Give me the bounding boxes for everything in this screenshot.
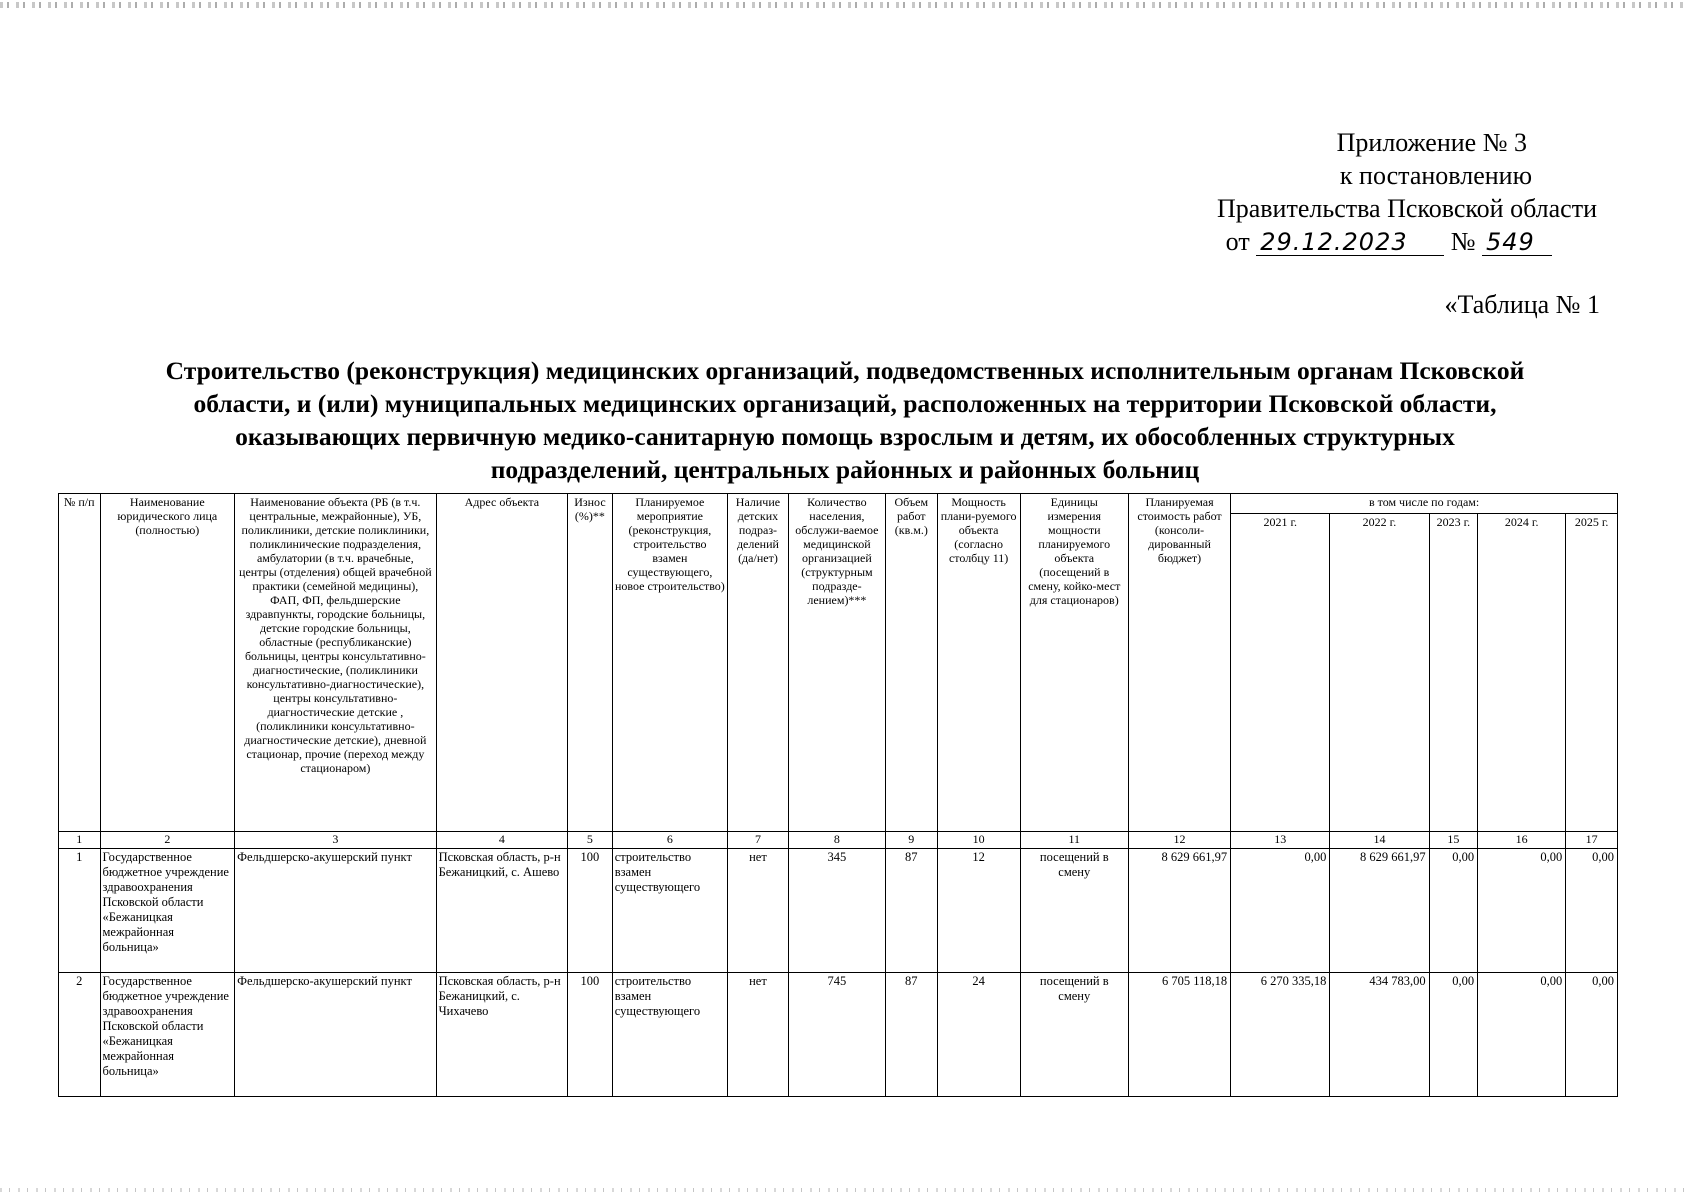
appendix-line-3: Правительства Псковской области <box>1216 194 1597 223</box>
appendix-line-1: Приложение № 3 <box>1336 128 1527 157</box>
title-line-4: подразделений, центральных районных и районных больниц <box>490 455 1200 484</box>
cell-volume: 87 <box>885 849 937 973</box>
title-line-1: Строительство (реконструкция) медицинских организаций, подведомственных исполнительным органам Псковской <box>165 356 1525 385</box>
column-number-row <box>59 832 1618 849</box>
scan-edge-top <box>0 2 1686 8</box>
column-number: 7 <box>728 832 789 849</box>
header-units: Единицы измерения мощности планируемого объекта (посещений в смену, койко-мест для стационаров) <box>1020 494 1128 832</box>
cell-year-2024: 0,00 <box>1478 973 1566 1097</box>
header-year-2023: 2023 г. <box>1429 514 1478 832</box>
cell-units: посещений в смену <box>1020 973 1128 1097</box>
cell-planned-cost: 6 705 118,18 <box>1128 973 1230 1097</box>
header-address: Адрес объекта <box>436 494 568 832</box>
header-child-units: Наличие детских подраз-делений (да/нет) <box>728 494 789 832</box>
cell-address: Псковская область, р-н Бежаницкий, с. Чихачево <box>436 973 568 1097</box>
cell-population: 345 <box>788 849 885 973</box>
cell-year-2023: 0,00 <box>1429 849 1478 973</box>
header-planned-cost: Планируемая стоимость работ (консоли-дированный бюджет) <box>1128 494 1230 832</box>
column-number: 4 <box>436 832 568 849</box>
cell-capacity: 12 <box>937 849 1020 973</box>
cell-year-2025: 0,00 <box>1566 849 1618 973</box>
header-legal-entity: Наименование юридического лица (полностью) <box>100 494 235 832</box>
cell-population: 745 <box>788 973 885 1097</box>
column-number: 13 <box>1231 832 1330 849</box>
header-capacity: Мощность плани-руемого объекта (согласно столбцу 11) <box>937 494 1020 832</box>
header-year-2025: 2025 г. <box>1566 514 1618 832</box>
header-year-2022: 2022 г. <box>1330 514 1429 832</box>
cell-child-units: нет <box>728 973 789 1097</box>
table-row <box>59 849 1618 973</box>
header-year-2024: 2024 г. <box>1478 514 1566 832</box>
header-planned-action: Планируемое мероприятие (реконструкция, строительство взамен существующего, новое строительство) <box>612 494 727 832</box>
header-population: Количество населения, обслужи-ваемое медицинской организацией (структурным подразде-лением)*** <box>788 494 885 832</box>
cell-wear: 100 <box>568 973 613 1097</box>
cell-object-name: Фельдшерско-акушерский пункт <box>235 973 436 1097</box>
handwritten-number: 549 <box>1482 229 1552 256</box>
cell-year-2021: 0,00 <box>1231 849 1330 973</box>
appendix-line-2: к постановлению <box>1339 161 1532 190</box>
column-number: 9 <box>885 832 937 849</box>
scan-edge-bottom <box>0 1188 1686 1192</box>
table-row <box>59 973 1618 1097</box>
column-number: 5 <box>568 832 613 849</box>
cell-capacity: 24 <box>937 973 1020 1097</box>
column-number: 16 <box>1478 832 1566 849</box>
header-wear: Износ (%)** <box>568 494 613 832</box>
cell-child-units: нет <box>728 849 789 973</box>
cell-planned-action: строительство взамен существующего <box>612 973 727 1097</box>
column-number: 3 <box>235 832 436 849</box>
cell-object-name: Фельдшерско-акушерский пункт <box>235 849 436 973</box>
column-number: 14 <box>1330 832 1429 849</box>
from-label: от <box>1225 227 1250 256</box>
number-label: № <box>1450 227 1476 256</box>
column-number: 2 <box>100 832 235 849</box>
cell-address: Псковская область, р-н Бежаницкий, с. Ашево <box>436 849 568 973</box>
cell-planned-cost: 8 629 661,97 <box>1128 849 1230 973</box>
column-number: 17 <box>1566 832 1618 849</box>
cell-wear: 100 <box>568 849 613 973</box>
title-line-2: области, и (или) муниципальных медицинских организаций, расположенных на территории Псковской области, <box>193 389 1497 418</box>
column-number: 8 <box>788 832 885 849</box>
cell-year-2024: 0,00 <box>1478 849 1566 973</box>
cell-year-2022: 8 629 661,97 <box>1330 849 1429 973</box>
document-title <box>60 354 1630 486</box>
cell-year-2023: 0,00 <box>1429 973 1478 1097</box>
cell-volume: 87 <box>885 973 937 1097</box>
header-object-name: Наименование объекта (РБ (в т.ч. центральные, межрайонные), УБ, поликлиники, детские поликлиники, поликлинические подразделения, амбулатории (в т.ч. врачебные, центры (отделения) общей врачебной практики (семейной медицины), ФАП, ФП, фельдшерские здравпункты, городские больницы, детские городские больницы, областные (республиканские) больницы, центры консультативно-диагностические, (поликлиники консультативно-диагностические), центры консультативно-диагностические детские , (поликлиники консультативно-диагностические детские), дневной стационар, прочие (переход между стационаром) <box>235 494 436 832</box>
header-volume: Объем работ (кв.м.) <box>885 494 937 832</box>
column-number: 10 <box>937 832 1020 849</box>
handwritten-date: 29.12.2023 <box>1256 229 1444 256</box>
header-year-2021: 2021 г. <box>1231 514 1330 832</box>
cell-year-2022: 434 783,00 <box>1330 973 1429 1097</box>
column-number: 15 <box>1429 832 1478 849</box>
cell-year-2025: 0,00 <box>1566 973 1618 1097</box>
header-row <box>59 494 1618 514</box>
title-line-3: оказывающих первичную медико-санитарную помощь взрослым и детям, их обособленных структурных <box>235 422 1455 451</box>
cell-legal-entity: Государственное бюджетное учреждение здравоохранения Псковской области «Бежаницкая межрайонная больница» <box>100 973 235 1097</box>
column-number: 11 <box>1020 832 1128 849</box>
cell-legal-entity: Государственное бюджетное учреждение здравоохранения Псковской области «Бежаницкая межрайонная больница» <box>100 849 235 973</box>
appendix-header <box>1077 126 1597 258</box>
header-by-years: в том числе по годам: <box>1231 494 1618 514</box>
cell-planned-action: строительство взамен существующего <box>612 849 727 973</box>
column-number: 1 <box>59 832 101 849</box>
column-number: 6 <box>612 832 727 849</box>
cell-units: посещений в смену <box>1020 849 1128 973</box>
column-number: 12 <box>1128 832 1230 849</box>
cell-num: 2 <box>59 973 101 1097</box>
cell-year-2021: 6 270 335,18 <box>1231 973 1330 1097</box>
construction-table <box>58 493 1618 1097</box>
table-label: «Таблица № 1 <box>1444 290 1600 319</box>
cell-num: 1 <box>59 849 101 973</box>
header-num: № п/п <box>59 494 101 832</box>
appendix-date-line <box>1077 225 1597 258</box>
